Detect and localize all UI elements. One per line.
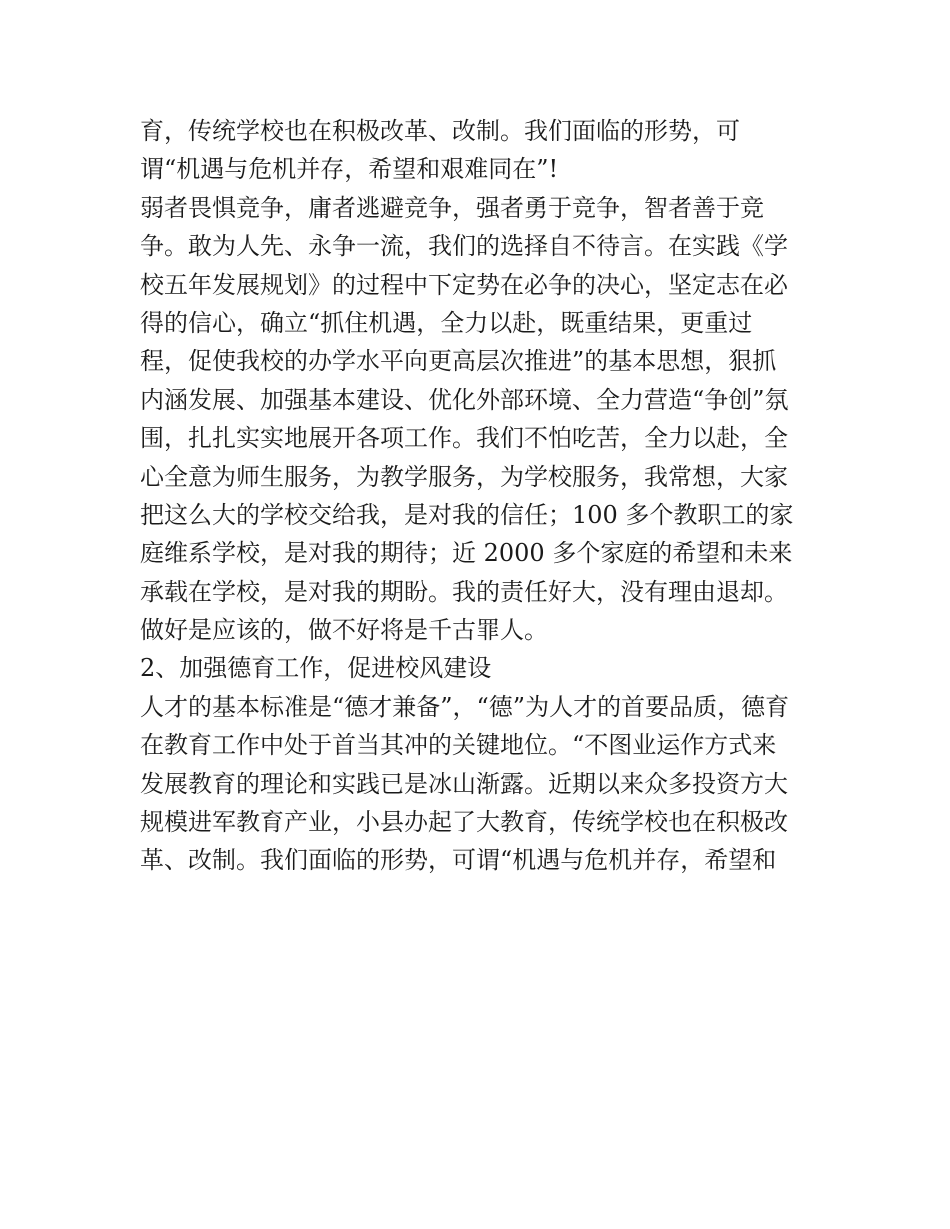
text-line: 庭维系学校，是对我的期待；近 2000 多个家庭的希望和未来 xyxy=(140,539,793,568)
text-line: 程，促使我校的办学水平向更高层次推进”的基本思想，狠抓 xyxy=(140,347,777,376)
text-line: 革、改制。我们面临的形势，可谓“机遇与危机并存，希望和 xyxy=(140,846,777,875)
body-text xyxy=(140,112,820,880)
text-line: 心全意为师生服务，为教学服务，为学校服务，我常想，大家 xyxy=(140,462,788,491)
text-line: 内涵发展、加强基本建设、优化外部环境、全力营造“争创”氛 xyxy=(140,385,789,414)
text-line: 规模进军教育产业，小县办起了大教育，传统学校也在积极改 xyxy=(140,808,788,837)
text-line: 争。敢为人先、永争一流，我们的选择自不待言。在实践《学 xyxy=(140,232,788,261)
text-line: 把这么大的学校交给我，是对我的信任；100 多个教职工的家 xyxy=(140,500,794,529)
text-line: 做好是应该的，做不好将是千古罪人。 xyxy=(140,616,548,645)
text-line: 得的信心，确立“抓住机遇，全力以赴，既重结果，更重过 xyxy=(140,308,753,337)
text-line: 围，扎扎实实地展开各项工作。我们不怕吃苦，全力以赴，全 xyxy=(140,424,788,453)
text-line: 谓“机遇与危机并存，希望和艰难同在”! xyxy=(140,155,559,184)
text-line: 育，传统学校也在积极改革、改制。我们面临的形势，可 xyxy=(140,117,740,145)
text-line: 在教育工作中处于首当其冲的关键地位。“不图业运作方式来 xyxy=(140,731,777,760)
section-heading: 2、加强德育工作，促进校风建设 xyxy=(140,654,492,683)
text-line: 弱者畏惧竞争，庸者逃避竞争，强者勇于竞争，智者善于竞 xyxy=(140,193,764,222)
text-line: 人才的基本标准是“德才兼备”，“德”为人才的首要品质，德育 xyxy=(140,692,790,721)
text-line: 承载在学校，是对我的期盼。我的责任好大，没有理由退却。 xyxy=(140,577,788,606)
text-line: 发展教育的理论和实践已是冰山渐露。近期以来众多投资方大 xyxy=(140,769,788,798)
text-line: 校五年发展规划》的过程中下定势在必争的决心，坚定志在必 xyxy=(140,270,788,299)
